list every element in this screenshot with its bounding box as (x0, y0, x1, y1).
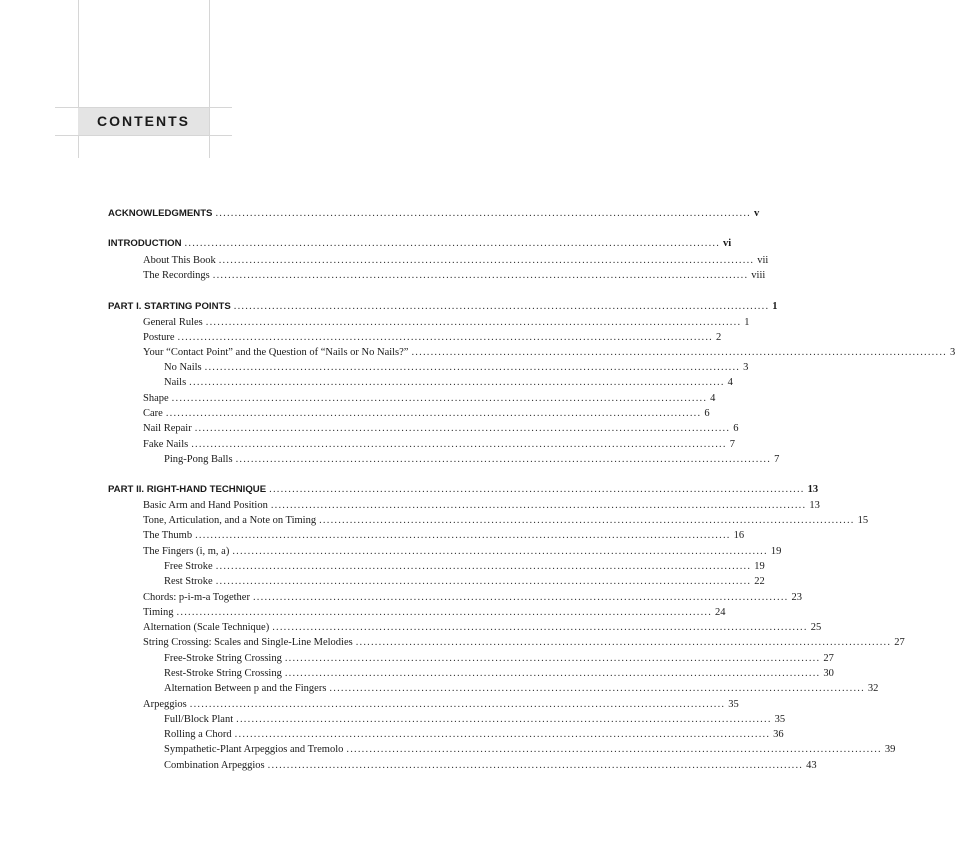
toc-entry (108, 253, 769, 269)
toc-entry-page: 15 (857, 515, 869, 526)
toc-entry-label: Fake Nails (143, 439, 189, 450)
toc-entry-label: Chords: p-i-m-a Together (143, 592, 250, 603)
toc-leader-dots: ............................................................................................................................................ (171, 393, 708, 404)
toc-entry-label: Rest-Stroke String Crossing (164, 668, 282, 679)
toc-entry-label: Your “Contact Point” and the Question of “Nails or No Nails?” (143, 347, 409, 358)
toc-entry-page: viii (751, 270, 766, 281)
toc-entry (108, 452, 780, 468)
toc-entry-label: Ping-Pong Balls (164, 454, 233, 465)
toc-entry (108, 421, 739, 437)
toc-leader-dots: ............................................................................................................................................ (205, 317, 742, 328)
toc-entry-page: 19 (770, 546, 782, 557)
toc-entry-page: 1 (772, 301, 778, 312)
toc-leader-dots: ............................................................................................................................................ (236, 714, 772, 725)
toc-entry-label: About This Book (143, 255, 216, 266)
toc-leader-dots: ............................................................................................................................................ (411, 347, 947, 358)
toc-entry-page: v (753, 208, 760, 219)
toc-entry-page: 35 (774, 714, 786, 725)
toc-entry-label: INTRODUCTION (108, 238, 182, 249)
toc-leader-dots: ............................................................................................................................................ (191, 439, 727, 450)
toc-entry-page: 19 (754, 561, 765, 572)
toc-entry-label: Basic Arm and Hand Position (143, 500, 268, 511)
toc-entry-page: 25 (810, 622, 822, 633)
toc-entry (108, 513, 869, 529)
toc-entry-label: Free-Stroke String Crossing (164, 653, 282, 664)
toc-leader-dots: ............................................................................................................................................ (189, 377, 725, 388)
toc-entry (108, 528, 745, 544)
toc-entry (108, 574, 765, 590)
toc-entry (108, 498, 820, 514)
toc-entry-page: 3 (743, 362, 749, 373)
toc-entry-page: 6 (733, 423, 739, 434)
toc-entry-page: 7 (774, 454, 780, 465)
toc-leader-dots: ............................................................................................................................................ (204, 362, 741, 373)
toc-entry-label: Alternation Between p and the Fingers (164, 683, 327, 694)
toc-entry (108, 375, 733, 391)
toc-leader-dots: ............................................................................................................................................ (272, 622, 808, 633)
toc-entry (108, 437, 735, 453)
toc-leader-dots: ............................................................................................................................................ (177, 332, 713, 343)
toc-entry-page: 7 (729, 439, 735, 450)
toc-entry-label: Sympathetic-Plant Arpeggios and Tremolo (164, 744, 344, 755)
toc-leader-dots: ............................................................................................................................................ (232, 546, 768, 557)
toc-entry (108, 727, 784, 743)
toc-leader-dots: ............................................................................................................................................ (284, 668, 821, 679)
toc-leader-dots: ............................................................................................................................................ (218, 255, 755, 266)
toc-entry (108, 758, 817, 774)
toc-entry (108, 236, 732, 252)
toc-leader-dots: ............................................................................................................................................ (270, 500, 807, 511)
toc-leader-dots: ............................................................................................................................................ (195, 530, 731, 541)
toc-entry-page: 2 (716, 332, 722, 343)
toc-entry-label: Rolling a Chord (164, 729, 232, 740)
toc-entry-page: 43 (806, 760, 817, 771)
toc-entry-label: No Nails (164, 362, 202, 373)
toc-entry-page: 13 (809, 500, 820, 511)
toc-entry (108, 590, 802, 606)
toc-entry (108, 651, 834, 667)
toc-entry-page: vii (757, 255, 769, 266)
toc-leader-dots: ............................................................................................................................................ (184, 238, 721, 249)
toc-entry-label: Posture (143, 332, 175, 343)
toc-entry (108, 268, 766, 284)
toc-entry (108, 206, 760, 222)
toc-entry-label: Shape (143, 393, 169, 404)
toc-entry (108, 406, 710, 422)
toc-entry-label: ACKNOWLEDGMENTS (108, 208, 213, 219)
toc-leader-dots: ............................................................................................................................................ (194, 423, 731, 434)
toc-entry (108, 635, 905, 651)
toc-entry (108, 620, 822, 636)
toc-leader-dots: ............................................................................................................................................ (235, 454, 772, 465)
toc-entry-page: 39 (884, 744, 896, 755)
toc-entry-page: 16 (733, 530, 745, 541)
toc-entry-page: 24 (715, 607, 726, 618)
toc-entry-page: 4 (710, 393, 716, 404)
toc-entry-label: Rest Stroke (164, 576, 213, 587)
toc-leader-dots: ............................................................................................................................................ (355, 637, 892, 648)
toc-entry-page: 22 (754, 576, 765, 587)
toc-leader-dots: ............................................................................................................................................ (176, 607, 713, 618)
toc-entry-page: 3 (949, 347, 955, 358)
toc-entry-page: 4 (727, 377, 733, 388)
toc-entry (108, 360, 749, 376)
toc-entry-label: Free Stroke (164, 561, 213, 572)
toc-entry-page: 27 (823, 653, 834, 664)
toc-leader-dots: ............................................................................................................................................ (189, 699, 726, 710)
toc-entry-label: Timing (143, 607, 174, 618)
toc-leader-dots: ............................................................................................................................................ (215, 576, 752, 587)
toc-entry-label: The Recordings (143, 270, 210, 281)
toc-entry-label: The Thumb (143, 530, 193, 541)
toc-entry (108, 697, 739, 713)
toc-entry-label: Care (143, 408, 163, 419)
toc-entry-label: Full/Block Plant (164, 714, 234, 725)
toc-leader-dots: ............................................................................................................................................ (284, 653, 821, 664)
toc-leader-dots: ............................................................................................................................................ (319, 515, 855, 526)
toc-entry (108, 391, 716, 407)
toc-entry-page: 27 (894, 637, 905, 648)
toc-entry-page: 13 (807, 484, 819, 495)
toc-entry-page: 1 (744, 317, 750, 328)
toc-leader-dots: ............................................................................................................................................ (212, 270, 749, 281)
toc-leader-dots: ............................................................................................................................................ (252, 592, 789, 603)
toc-entry-page: 6 (704, 408, 710, 419)
toc-entry (108, 482, 819, 498)
toc-leader-dots: ............................................................................................................................................ (233, 301, 770, 312)
toc-entry-page: 32 (867, 683, 879, 694)
toc-entry-label: PART I. STARTING POINTS (108, 301, 231, 312)
toc-entry-label: Tone, Articulation, and a Note on Timing (143, 515, 317, 526)
toc-entry (108, 299, 778, 315)
toc-leader-dots: ............................................................................................................................................ (329, 683, 865, 694)
toc-entry (108, 330, 722, 346)
toc-leader-dots: ............................................................................................................................................ (215, 208, 751, 219)
toc-entry (108, 544, 782, 560)
toc-entry (108, 681, 879, 697)
toc-entry-label: The Fingers (i, m, a) (143, 546, 230, 557)
toc-leader-dots: ............................................................................................................................................ (215, 561, 752, 572)
toc-entry-page: 35 (728, 699, 739, 710)
toc-leader-dots: ............................................................................................................................................ (165, 408, 702, 419)
toc-leader-dots: ............................................................................................................................................ (267, 760, 804, 771)
toc-entry-page: 36 (773, 729, 784, 740)
toc-leader-dots: ............................................................................................................................................ (234, 729, 771, 740)
toc-entry (108, 559, 765, 575)
toc-entry-label: Alternation (Scale Technique) (143, 622, 270, 633)
toc-leader-dots: ............................................................................................................................................ (269, 484, 805, 495)
toc-entry-label: Combination Arpeggios (164, 760, 265, 771)
toc-entry (108, 712, 786, 728)
toc-entry (108, 742, 896, 758)
toc-entry-label: Nails (164, 377, 187, 388)
guide-line-bottom (55, 135, 232, 136)
toc-entry-label: PART II. RIGHT-HAND TECHNIQUE (108, 484, 267, 495)
toc-entry (108, 345, 955, 361)
toc-entry-page: 30 (823, 668, 834, 679)
toc-entry-label: Nail Repair (143, 423, 192, 434)
toc-leader-dots: ............................................................................................................................................ (346, 744, 882, 755)
toc-entry (108, 605, 726, 621)
toc-entry-label: Arpeggios (143, 699, 187, 710)
toc-entry (108, 666, 834, 682)
toc-entry-page: 23 (791, 592, 802, 603)
toc-entry-label: String Crossing: Scales and Single-Line Melodies (143, 637, 353, 648)
toc-entry-label: General Rules (143, 317, 203, 328)
toc-entry-page: vi (723, 238, 732, 249)
page-title: CONTENTS (97, 113, 190, 129)
toc-entry (108, 315, 750, 331)
